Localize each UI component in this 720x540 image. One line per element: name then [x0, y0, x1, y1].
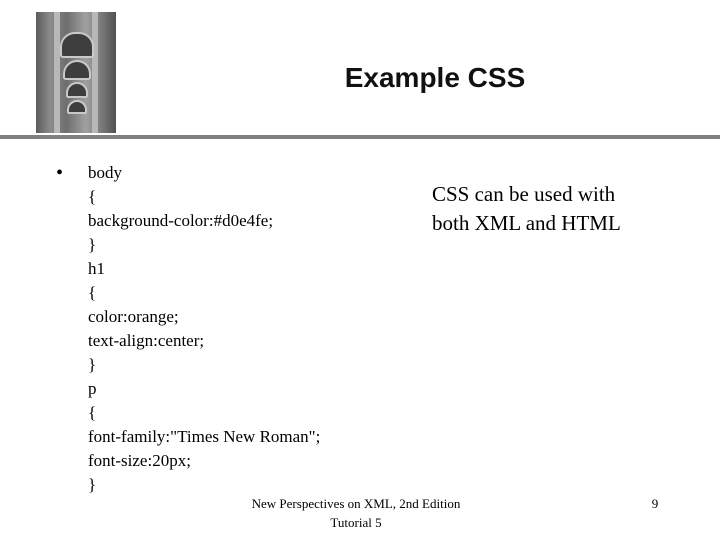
header-photo [36, 12, 116, 133]
code-line: font-family:"Times New Roman"; [88, 427, 321, 446]
photo-pillar [92, 12, 98, 133]
slide-title: Example CSS [344, 62, 526, 93]
code-line: p [88, 379, 97, 398]
photo-arch [67, 100, 87, 114]
code-line: h1 [88, 259, 105, 278]
code-line: text-align:center; [88, 331, 205, 350]
code-line: { [88, 187, 97, 206]
code-line: { [88, 403, 97, 422]
title-divider [0, 135, 720, 139]
photo-arch [60, 32, 94, 58]
side-note-line: both XML and HTML [432, 211, 621, 235]
code-line: } [88, 235, 97, 254]
side-note-line: CSS can be used with [432, 182, 616, 206]
photo-arch [66, 82, 88, 98]
code-line: } [88, 475, 97, 494]
code-line: body [88, 163, 122, 182]
css-code-list [88, 161, 320, 497]
photo-arch [63, 60, 91, 80]
code-line: } [88, 355, 97, 374]
side-note [432, 180, 712, 238]
code-line: { [88, 283, 97, 302]
code-line: font-size:20px; [88, 451, 191, 470]
photo-pillar [54, 12, 60, 133]
footer-line: Tutorial 5 [330, 515, 382, 530]
bullet-marker: • [56, 162, 64, 184]
page-number: 9 [651, 496, 659, 511]
code-line: background-color:#d0e4fe; [88, 211, 274, 230]
code-line: color:orange; [88, 307, 179, 326]
footer-caption [225, 494, 487, 532]
footer-line: New Perspectives on XML, 2nd Edition [251, 496, 461, 511]
